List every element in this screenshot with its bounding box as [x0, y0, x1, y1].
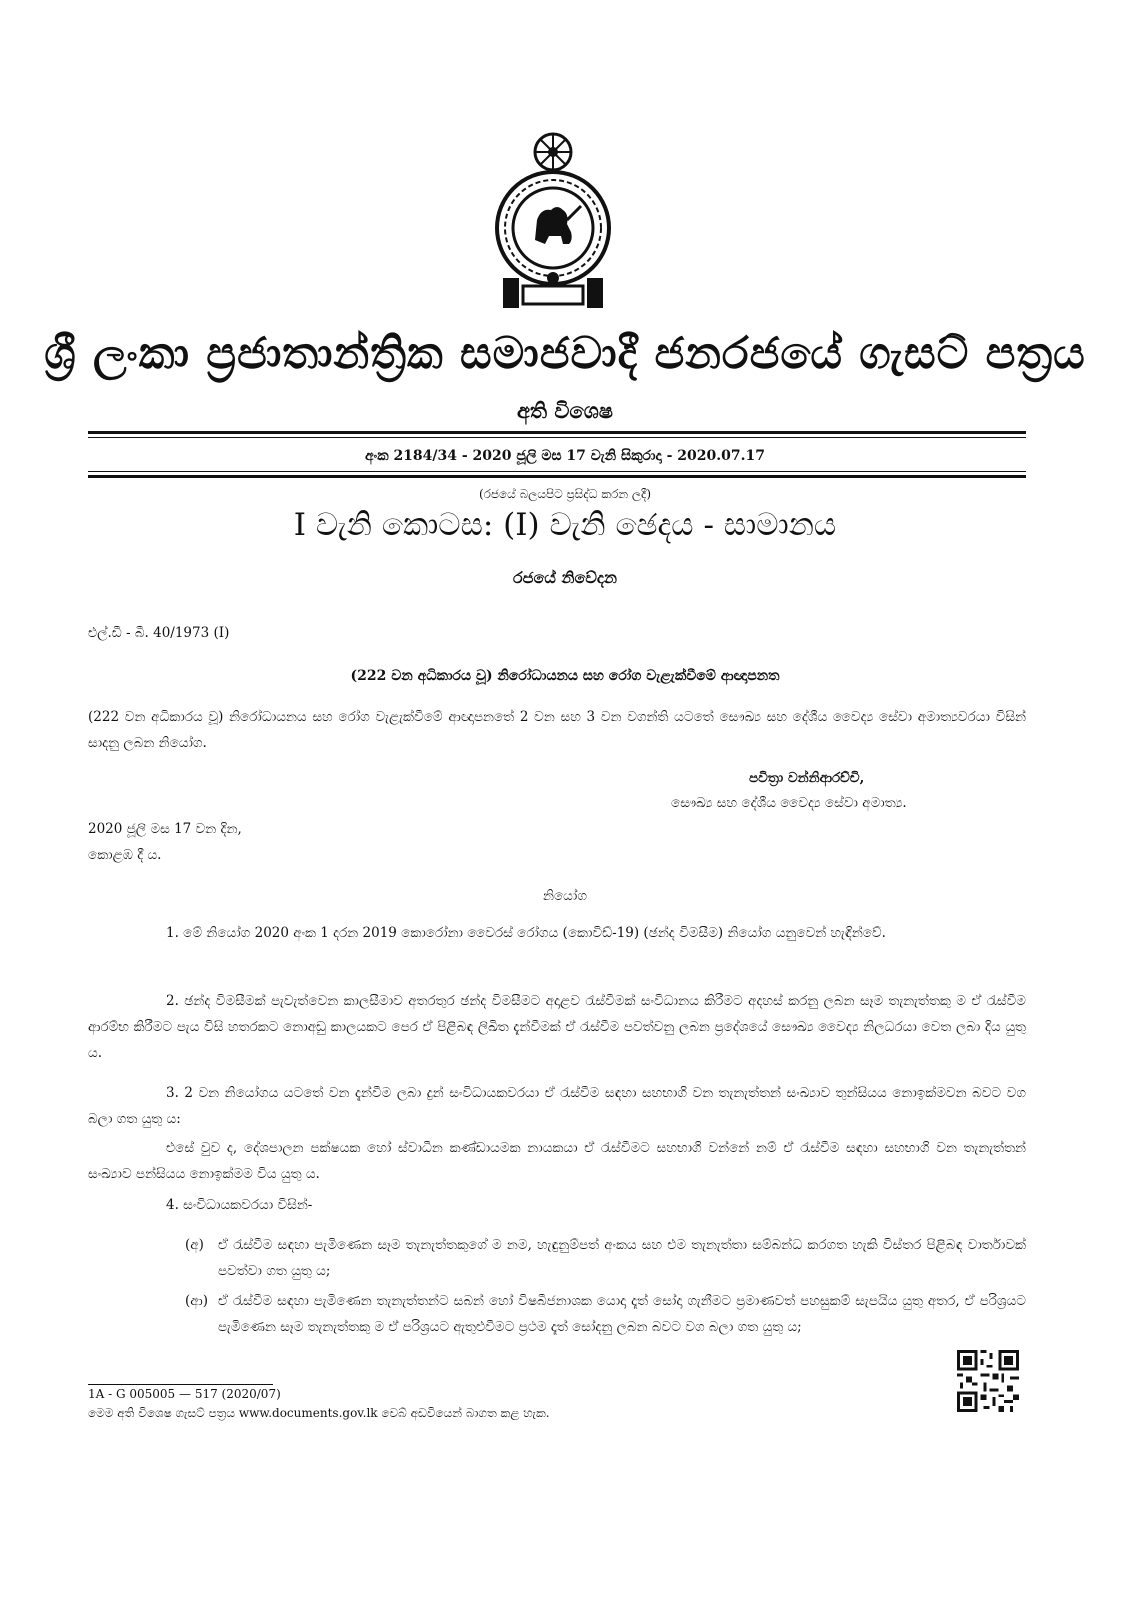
item-b-text: ඒ රැස්වීම සඳහා පැමිණෙන තැනැත්තන්ට සබන් හෝ විෂබීජනාශක යොදා දෑත් සෝදා ගැනීමට ප්‍රමාණවත් පහසුකම් සැපයිය යුතු අතර, ඒ පරිශ්‍රයට පැමිණෙන සෑම තැනැත්තකු ම ඒ පරිශ්‍රයට ඇතුළුවීමට ප්‍රථම දෑත් සෝදනු ලබන බවට වග බලා ගත යුතු ය;: [218, 1293, 1026, 1335]
state-emblem-icon: [485, 128, 621, 310]
minister-title: සෞඛ්‍ය සහ දේශීය වෛද්‍ය සේවා අමාත්‍ය.: [671, 795, 907, 811]
authority-line: (රජයේ බලයපිට ප්‍රසිද්ධ කරන ලදී): [478, 487, 652, 501]
preamble-paragraph: (222 වන අධිකාරය වූ) නිරෝධායනය සහ රෝග වැළැක්වීමේ ආඥාපනතේ 2 වන සහ 3 වන වගන්ති යටතේ සෞඛ්‍ය සහ දේශීය වෛද්‍ය සේවා අමාත්‍යවරයා විසින් සාදනු ලබන නියෝග.: [88, 709, 1026, 751]
masthead-rule-bottom-thin: [88, 471, 1026, 472]
masthead-rule-top-thin: [88, 437, 1026, 438]
notice-place: කොළඹ දී ය.: [88, 847, 162, 863]
regulation-1: 1. මේ නියෝග 2020 අංක 1 දරන 2019 කොරෝනා වෛරස් රෝගය (කොවිඩ්-19) (ඡන්ද විමසීම) නියෝග යනුවෙන් හැඳින්වේ.: [166, 925, 886, 941]
qr-code-icon: [957, 1350, 1019, 1412]
footer-download-note: මෙම අති විශෙෂ ගැසට් පත්‍රය www.documents.gov.lk වෙබ් අඩවියෙන් බාගත කළ හැක.: [88, 1406, 550, 1420]
regulation-3: 3. 2 වන නියෝගය යටතේ වන දැන්වීම ලබා දුන් සංවිධායකවරයා ඒ රැස්වීම සඳහා සහභාගි වන තැනැත්තන් සංඛ්‍යාව තුන්සියය නොඉක්මවන බවට වග බලා ගත යුතු ය:: [88, 1085, 1026, 1127]
regulation-2: 2. ඡන්ද විමසීමක් පැවැත්වෙන කාලසීමාව අතරතුර ඡන්ද විමසීමට අදාළව රැස්වීමක් සංවිධානය කිරීමට අදහස් කරනු ලබන සෑම තැනැත්තකු ම ඒ රැස්වීම ආරම්භ කිරීමට පැය විසි හතරකට නොඅඩු කාලයකට පෙර ඒ පිළිබඳ ලිඛිත දැන්වීමක් ඒ රැස්වීම පවත්වනු ලබන ප්‍රදේශයේ සෞඛ්‍ය වෛද්‍ය නිලධරයා වෙත ලබා දිය යුතු ය.: [88, 993, 1026, 1061]
notice-date: 2020 ජූලි මස 17 වන දින,: [88, 821, 242, 837]
masthead-rule-bottom: [88, 475, 1026, 478]
edition-label: අති විශෙෂ: [517, 398, 613, 423]
minister-name: පවිත්‍රා වන්නිආරච්චි,: [749, 770, 865, 786]
item-a-text: ඒ රැස්වීම සඳහා පැමිණෙන සෑම තැනැත්තකුගේ ම නම, හැඳුනුම්පත් අංකය සහ එම තැනැත්තා සම්බන්ධ කරගත හැකි විස්තර පිළිබඳ වාර්තාවක් පවත්වා ගත යුතු ය;: [218, 1237, 1026, 1279]
act-title: (222 වන අධිකාරය වූ) නිරෝධායනය සහ රෝග වැළැක්වීමේ ආඥාපනත: [350, 668, 780, 684]
notice-reference: එල්.ඩී - බී. 40/1973 (I): [88, 625, 230, 641]
masthead-rule-top: [88, 431, 1026, 434]
gazette-masthead-title: ශ්‍රී ලංකා ප්‍රජාතාන්ත්‍රික සමාජවාදී ජනරජයේ ගැසට් පත්‍රය: [44, 328, 1086, 379]
regulation-3-proviso: එසේ වුව ද, දේශපාලන පක්ෂයක හෝ ස්වාධීන කණ්ඩායමක නායකයා ඒ රැස්වීමට සහභාගි වන්නේ නම් ඒ රැස්වීම සඳහා සහභාගි වන තැනැත්තන් සංඛ්‍යාව පන්සියය නොඉක්මම විය යුතු ය.: [88, 1140, 1026, 1182]
footer-print-code: 1A - G 005005 — 517 (2020/07): [88, 1387, 281, 1401]
footer-rule: [88, 1384, 273, 1385]
regulation-4: 4. සංවිධායකවරයා විසින්-: [166, 1197, 313, 1213]
part-heading: I වැනි කොටස: (I) වැනි ඡෙදය - සාමානය: [293, 507, 837, 543]
item-b-label: (ආ): [185, 1293, 208, 1309]
regulations-heading: නියෝග: [543, 888, 587, 904]
section-heading: රජයේ නිවේදන: [513, 568, 617, 587]
issue-line: අංක 2184/34 - 2020 ජූලි මස 17 වැනි සිකුරාදා - 2020.07.17: [365, 448, 765, 464]
item-a-label: (අ): [185, 1237, 204, 1253]
